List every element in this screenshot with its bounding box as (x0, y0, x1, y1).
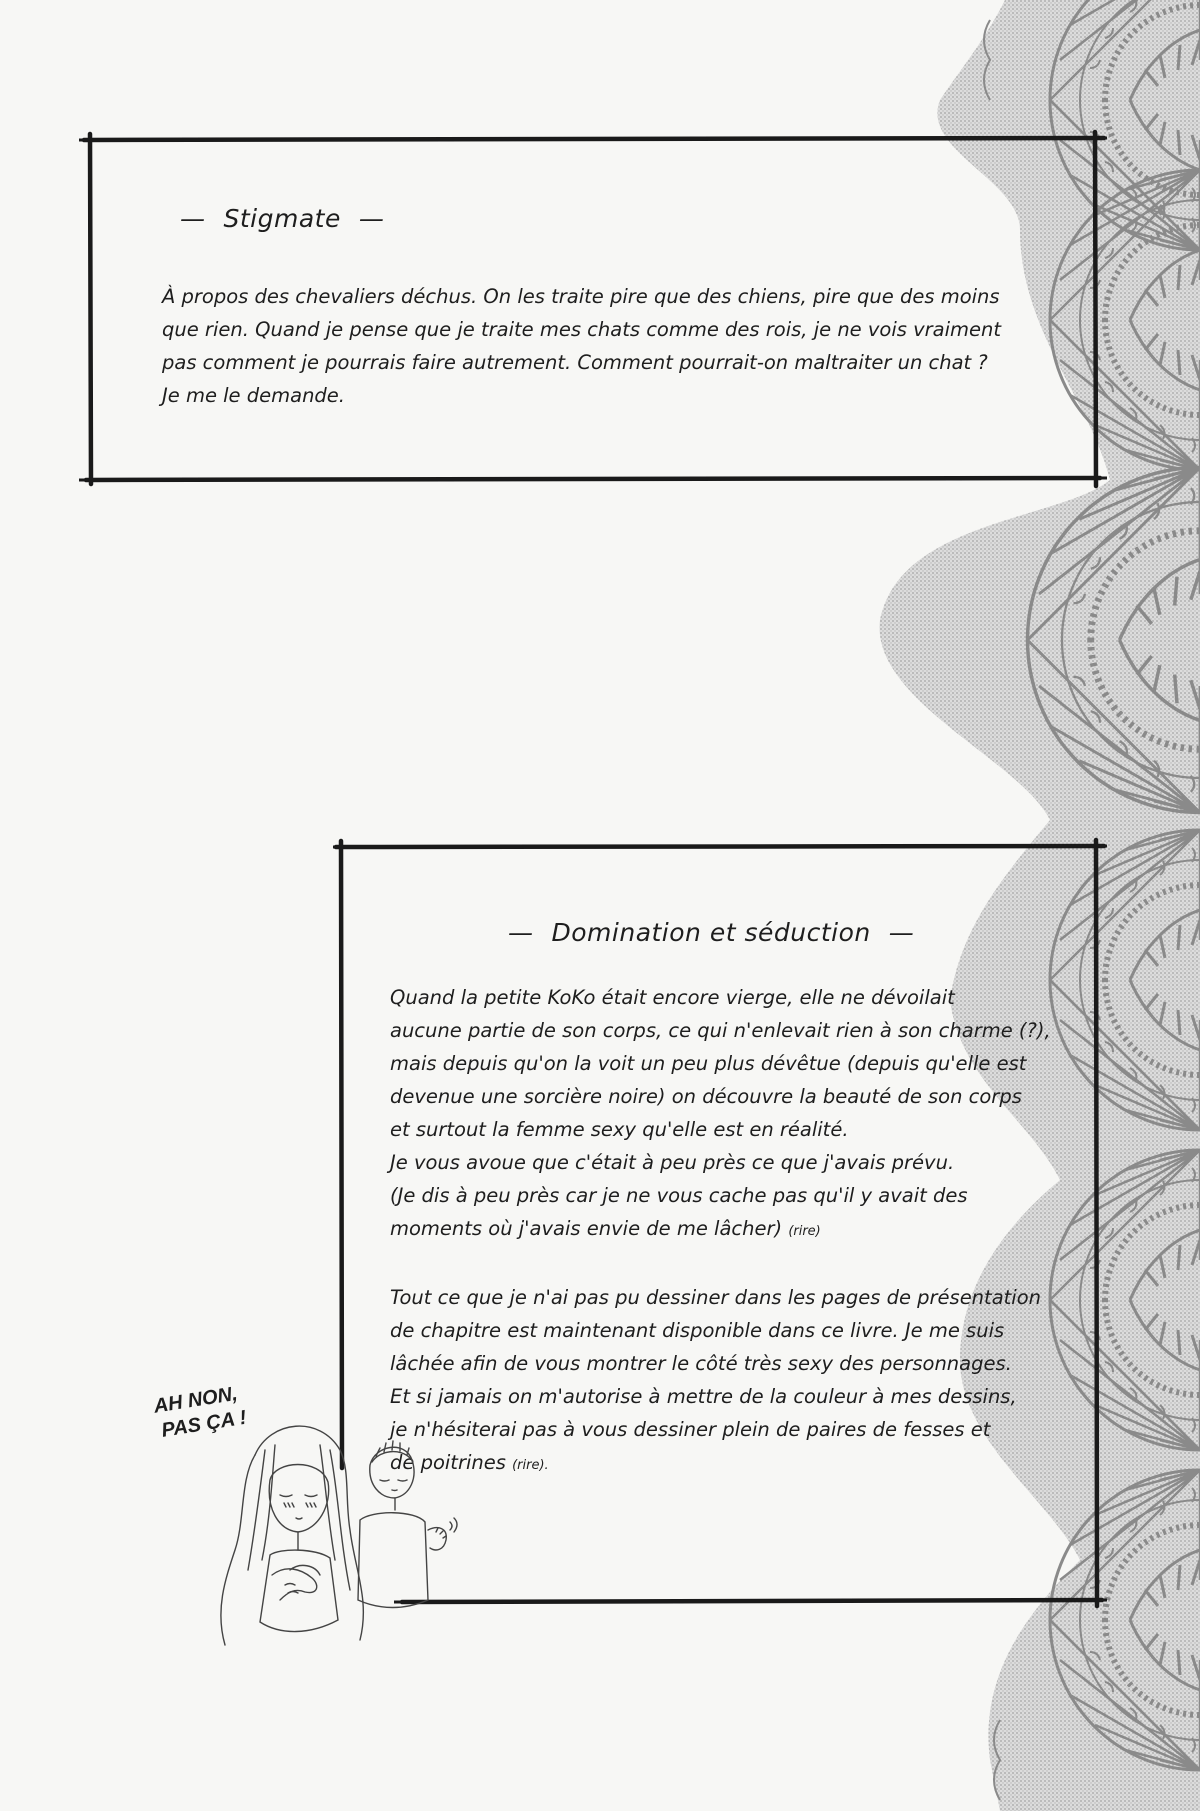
speech-line: AH NON, (152, 1382, 240, 1418)
text-line-content: de poitrines (390, 1451, 506, 1474)
aside-laugh: (rire) (788, 1224, 821, 1239)
speech-line: PAS ÇA ! (160, 1406, 248, 1442)
text-line-content: moments où j'avais envie de me lâcher) (390, 1217, 783, 1240)
text-line: de chapitre est maintenant disponible dans ce livre. Je me suis (390, 1319, 1005, 1342)
text-line: et surtout la femme sexy qu'elle est en réalité. (390, 1118, 849, 1141)
text-line: Quand la petite KoKo était encore vierge, elle ne dévoilait (390, 986, 955, 1009)
text-line: Et si jamais on m'autorise à mettre de la couleur à mes dessins, (390, 1385, 1017, 1408)
text-line: Je vous avoue que c'était à peu près ce que j'avais prévu. (390, 1151, 955, 1174)
text-line: À propos des chevaliers déchus. On les traite pire que des chiens, pire que des moins (162, 285, 1000, 308)
aside-laugh: (rire). (512, 1458, 549, 1473)
title-dash: — (180, 204, 206, 233)
text-line (390, 1446, 1051, 1482)
stigmate-title (162, 204, 402, 233)
text-line: lâchée afin de vous montrer le côté très sexy des personnages. (390, 1352, 1012, 1375)
text-line: aucune partie de son corps, ce qui n'enlevait rien à son charme (?), (390, 1019, 1051, 1042)
text-line: mais depuis qu'on la voit un peu plus dévêtue (depuis qu'elle est (390, 1052, 1027, 1075)
domination-text (390, 981, 1051, 1482)
chibi-sketch-illustration (200, 1410, 460, 1660)
section-title: Stigmate (223, 204, 341, 233)
title-dash: — (888, 918, 915, 947)
domination-title (490, 918, 932, 947)
stigmate-text (162, 280, 1001, 412)
text-line: que rien. Quand je pense que je traite mes chats comme des rois, je ne vois vraiment (162, 318, 1002, 341)
text-line: pas comment je pourrais faire autrement. Comment pourrait-on maltraiter un chat ? (162, 351, 988, 374)
text-line: je n'hésiterai pas à vous dessiner plein de paires de fesses et (390, 1418, 991, 1441)
section-title: Domination et séduction (551, 918, 871, 947)
text-line: Tout ce que je n'ai pas pu dessiner dans les pages de présentation (390, 1286, 1041, 1309)
text-line: (Je dis à peu près car je ne vous cache pas qu'il y avait des (390, 1184, 968, 1207)
text-line: devenue une sorcière noire) on découvre la beauté de son corps (390, 1085, 1022, 1108)
title-dash: — (358, 204, 385, 233)
text-line (390, 1212, 1051, 1248)
stigmate-box (78, 130, 1108, 488)
title-dash: — (508, 918, 534, 947)
text-line: Je me le demande. (162, 384, 346, 407)
